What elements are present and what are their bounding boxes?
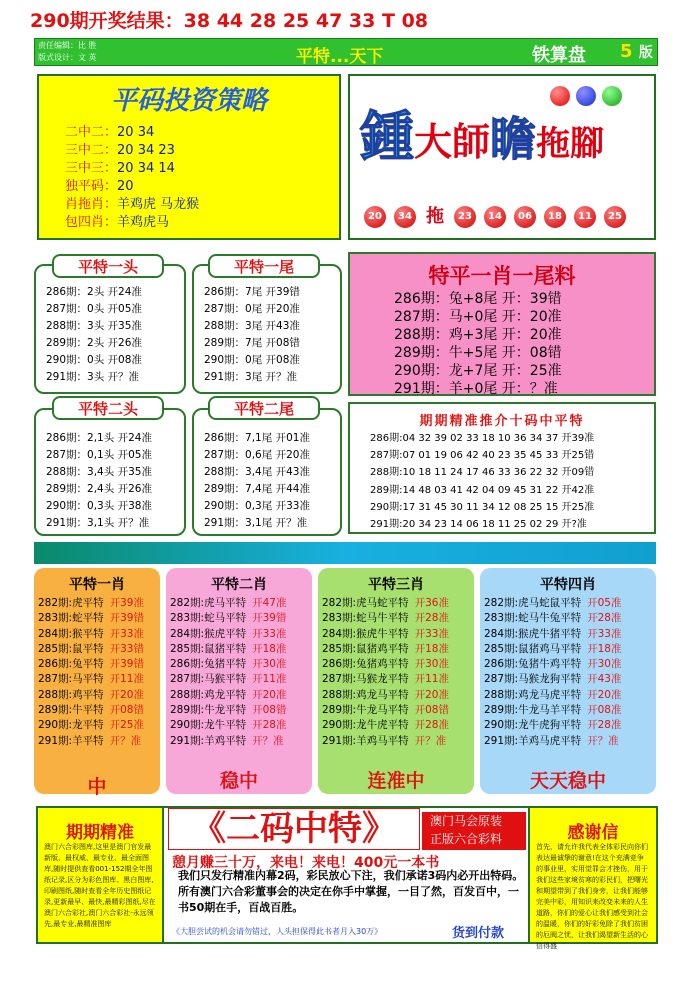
list-item	[170, 596, 286, 611]
period-label: 284期:猴平特	[38, 627, 104, 640]
list-item	[322, 642, 449, 657]
accurate-panel	[36, 806, 164, 944]
result-label: 开36准	[414, 597, 449, 609]
list-item: 288期：3头 开35准	[46, 320, 142, 332]
list-item	[484, 734, 621, 749]
period-label: 285期:鼠猪平特	[170, 642, 247, 655]
list-item	[322, 627, 449, 642]
period-label: 282期:虎马蛇平特	[322, 597, 409, 609]
result-label: 开30准	[414, 658, 449, 671]
result-label: 开28准	[587, 719, 622, 732]
result-label: 开？准	[109, 734, 142, 747]
chance-text: 《大胆尝试的机会请勿错过，人头担保得此书者月入30万》	[172, 927, 383, 936]
list-item	[322, 718, 449, 733]
list-item	[170, 611, 286, 626]
period-label: 287期:马猴龙狗平特	[484, 673, 582, 686]
list-item: 288期:10 18 11 24 17 46 33 36 22 32 开09错	[370, 467, 595, 479]
result-label: 开08准	[587, 704, 622, 717]
list-item: 289期：2,4头 开26准	[46, 483, 152, 495]
period-label: 291期:羊平特	[38, 734, 104, 747]
column-list	[38, 596, 144, 749]
thanks-title: 感谢信	[567, 823, 619, 843]
list-item: 290期：0头 开08准	[46, 354, 142, 366]
list-item: 286期：2,1头 开24准	[46, 432, 152, 444]
list-item: 286期：7尾 开39错	[204, 286, 300, 298]
earn-slogan: 憩月赚三十万，来电！来电！400元一本书	[172, 855, 440, 871]
macau-line-2: 正版六合彩料	[430, 832, 503, 846]
period-label: 288期:鸡龙马虎平特	[484, 688, 582, 701]
list-item: 289期：7尾 开08错	[204, 337, 300, 349]
strategy-title: 平码投资策略	[110, 86, 267, 116]
list-item: 291期：3,1头 开？准	[46, 517, 150, 529]
period-label: 289期:牛平特	[38, 704, 104, 717]
list-item: 287期：0尾 开20准	[204, 303, 300, 315]
pt-2tail-list	[204, 430, 310, 532]
column-title: 平特四肖	[540, 577, 596, 593]
list-item	[484, 596, 621, 611]
green-ball-decoration	[602, 86, 622, 106]
result-label: 开11准	[252, 673, 287, 686]
list-item	[322, 596, 449, 611]
period-label: 284期:猴虎牛猪平特	[484, 627, 582, 640]
pt-2head-list	[46, 430, 152, 532]
column-footer: 天天稳中	[529, 770, 606, 792]
zhong-title	[360, 94, 604, 171]
pt-tail-title: 平特一尾	[208, 254, 320, 278]
list-item: 287期：马+0尾 开：20准	[394, 309, 562, 325]
list-item	[484, 703, 621, 718]
period-label: 285期:鼠猪鸡平特	[322, 642, 409, 655]
period-label: 286期:兔平特	[38, 658, 104, 671]
period-label: 291期:羊鸡平特	[170, 734, 247, 747]
strategy-value: 羊鸡虎 马龙猴	[117, 197, 200, 212]
list-item	[170, 688, 286, 703]
top-result: 290期开奖结果：38 44 28 25 47 33 T 08	[30, 10, 429, 32]
version-number: 5	[620, 41, 633, 62]
list-item	[170, 642, 286, 657]
list-item: 290期：0,3头 开38准	[46, 500, 152, 512]
column-list	[484, 596, 621, 749]
list-item: 287期：0头 开05准	[46, 303, 142, 315]
number-ball: 11	[574, 206, 596, 228]
divider-band	[34, 542, 656, 564]
list-item	[170, 657, 286, 672]
strategy-row	[65, 214, 169, 232]
column-list	[170, 596, 286, 749]
list-item	[170, 718, 286, 733]
list-item: 291期：3尾 开？准	[204, 371, 298, 383]
column-title: 平特三肖	[368, 577, 424, 593]
editor-credit: 责任编辑：比 胜	[38, 41, 97, 50]
result-label: 开33准	[109, 627, 144, 640]
list-item	[38, 596, 144, 611]
strategy-row	[65, 196, 199, 214]
version-label	[620, 41, 653, 62]
pt-2tail-panel	[192, 408, 342, 536]
cod-label: 货到付款	[452, 926, 505, 941]
list-item	[322, 688, 449, 703]
strategy-value: 20 34	[117, 125, 155, 140]
pt-2tail-title: 平特二尾	[208, 396, 320, 420]
list-item: 290期：0尾 开08准	[204, 354, 300, 366]
special-zodiac-tail-title: 特平一肖一尾料	[428, 264, 576, 288]
result-label: 开28准	[414, 612, 449, 625]
period-label: 284期:猴虎平特	[170, 627, 247, 640]
column-footer: 中	[87, 776, 107, 798]
list-item: 288期：3尾 开43准	[204, 320, 300, 332]
list-item	[484, 642, 621, 657]
list-item	[484, 672, 621, 687]
list-item	[38, 703, 144, 718]
list-item: 289期：2头 开26准	[46, 337, 142, 349]
period-label: 288期:鸡龙平特	[170, 688, 247, 701]
period-label: 287期:马平特	[38, 673, 104, 686]
list-item	[38, 734, 144, 749]
result-label: 开39错	[109, 612, 144, 625]
list-item: 289期：7,4尾 开44准	[204, 483, 310, 495]
list-item: 287期：0,1头 开05准	[46, 449, 152, 461]
result-label: 开39准	[109, 597, 144, 609]
period-label: 283期:蛇平特	[38, 612, 104, 625]
strategy-row	[65, 160, 175, 178]
period-label: 288期:鸡平特	[38, 688, 104, 701]
strategy-row	[65, 124, 154, 142]
list-item	[38, 672, 144, 687]
strategy-key: 二中二：	[65, 125, 118, 140]
zhong-char: 瞻	[490, 112, 537, 166]
result-label: 开20准	[587, 688, 622, 701]
list-item	[170, 734, 286, 749]
period-label: 282期:虎马蛇鼠平特	[484, 597, 582, 609]
period-label: 286期:兔猪牛鸡平特	[484, 658, 582, 671]
list-item	[322, 734, 449, 749]
result-label: 开33准	[587, 627, 622, 640]
thanks-panel	[528, 806, 658, 950]
period-label: 289期:牛龙马羊平特	[484, 704, 582, 717]
list-item	[484, 657, 621, 672]
zhong-char: 鍾	[360, 105, 414, 168]
period-label: 290期:龙牛平特	[170, 719, 247, 732]
list-item: 290期：0,3尾 开33准	[204, 500, 310, 512]
period-label: 289期:牛龙平特	[170, 704, 247, 717]
credits	[38, 40, 97, 64]
pt-head-panel	[34, 264, 186, 394]
strategy-panel	[37, 74, 341, 240]
column-title: 平特一肖	[69, 577, 125, 593]
period-label: 287期:马猴平特	[170, 673, 247, 686]
pt-two-zodiac-column	[166, 568, 312, 794]
result-label: 开？准	[252, 734, 284, 747]
strategy-value: 20 34 23	[117, 143, 175, 158]
number-ball: 18	[544, 206, 566, 228]
list-item	[38, 611, 144, 626]
ten-codes-title: 期期精准推介十码中平特	[419, 414, 585, 429]
strategy-key: 三中二：	[65, 143, 118, 158]
column-list	[322, 596, 449, 749]
list-item: 286期：2头 开24准	[46, 286, 142, 298]
period-label: 288期:鸡龙马平特	[322, 688, 409, 701]
list-item: 291期：羊+0尾 开：？准	[394, 381, 558, 397]
special-zodiac-tail-list	[394, 290, 562, 398]
header-slogan: 平特...天下	[296, 47, 384, 67]
number-ball: 20	[364, 206, 386, 228]
result-label: 开11准	[414, 673, 449, 686]
list-item: 289期:14 48 03 41 42 04 09 45 31 22 开42准	[370, 484, 595, 496]
list-item: 291期:20 34 23 14 06 18 11 25 02 29 开?准	[370, 519, 587, 531]
period-label: 290期:龙牛虎狗平特	[484, 719, 582, 732]
result-label: 开08错	[109, 704, 144, 717]
strategy-key: 独平码：	[65, 179, 118, 194]
result-label: 开08错	[252, 704, 287, 717]
period-label: 291期:羊鸡马虎平特	[484, 734, 582, 747]
list-item	[170, 627, 286, 642]
list-item: 288期：鸡+3尾 开：20准	[394, 327, 562, 343]
period-label: 282期:虎平特	[38, 597, 104, 609]
pt-tail-panel	[192, 264, 342, 394]
period-label: 283期:蛇马平特	[170, 612, 247, 625]
zhong-char: 腳	[570, 124, 605, 164]
period-label: 283期:蛇马牛兔平特	[484, 612, 582, 625]
pt-tail-list	[204, 284, 300, 386]
result-label: 开33准	[252, 627, 287, 640]
result-label: 开25准	[109, 719, 144, 732]
list-item: 286期：兔+8尾 开：39错	[394, 291, 562, 307]
two-code-title: 《二码中特》	[168, 808, 420, 850]
list-item: 287期:07 01 19 06 42 40 23 35 45 33 开25错	[370, 450, 595, 462]
list-item: 290期：龙+7尾 开：25准	[394, 363, 562, 379]
result-label: 开08错	[414, 704, 449, 717]
accurate-text: 澳门六合彩图库,这里是澳门官发最新版、最权威、最专业、最全面图库,随时提供查看001-152期全年图纸记录,区分为彩色图库、黑白图库,印刷图纸,随时查看全年历史图纸记录,更新最早、最快,最精彩图纸,尽在澳门六合彩社,澳门六合彩社-永远领先,最专业,最精准图库	[44, 843, 156, 928]
list-item: 286期:04 32 39 02 33 18 10 36 34 37 开39准	[370, 433, 595, 444]
result-label: 开47准	[252, 597, 287, 609]
result-label: 开43准	[587, 673, 622, 686]
result-label: 开39错	[109, 658, 144, 671]
list-item	[38, 688, 144, 703]
period-label: 290期:龙牛虎平特	[322, 719, 409, 732]
period-label: 284期:猴虎牛平特	[322, 627, 409, 640]
period-label: 287期:马猴龙平特	[322, 673, 409, 686]
period-label: 283期:蛇马牛平特	[322, 612, 409, 625]
macau-line-1: 澳门马会原装	[430, 814, 503, 828]
list-item	[38, 657, 144, 672]
list-item: 286期：7,1尾 开01准	[204, 432, 310, 444]
pt-2head-title: 平特二头	[52, 396, 164, 420]
list-item	[322, 672, 449, 687]
number-ball: 23	[454, 206, 476, 228]
result-label: 开39错	[252, 612, 287, 625]
strategy-key: 包四肖：	[65, 215, 118, 230]
number-ball: 34	[394, 206, 416, 228]
result-label: 开20准	[109, 688, 144, 701]
strategy-key: 三中三：	[65, 161, 118, 176]
period-label: 285期:鼠猪鸡马平特	[484, 642, 582, 655]
accurate-title: 期期精准	[66, 823, 134, 843]
period-label: 282期:虎马平特	[170, 597, 247, 609]
strategy-value: 羊鸡虎马	[117, 215, 170, 230]
result-label: 开33错	[109, 642, 144, 655]
result-label: 开30准	[587, 658, 622, 671]
period-label: 286期:兔猪鸡平特	[322, 658, 409, 671]
strategy-row	[65, 142, 175, 160]
list-item: 291期：3,1尾 开？准	[204, 517, 308, 529]
result-label: 开05准	[587, 597, 622, 609]
column-footer: 连准中	[367, 770, 425, 792]
ten-codes-panel	[348, 402, 656, 534]
zhong-master-panel	[348, 74, 656, 240]
promise-text: 我们只发行精准内幕2码，彩民放心下注，我们承诺3码内必开出特码。所有澳门六合彩董事会的决定在你手中掌握，一目了然，百发百中，一书50期在手，百战百胜。	[178, 869, 524, 914]
pt-one-zodiac-column	[34, 568, 160, 798]
list-item	[322, 611, 449, 626]
result-label: 开28准	[587, 612, 622, 625]
version-suffix: 版	[638, 45, 653, 61]
period-label: 290期:龙平特	[38, 719, 104, 732]
number-ball: 06	[514, 206, 536, 228]
result-label: 开28准	[252, 719, 287, 732]
list-item	[484, 688, 621, 703]
ten-codes-list	[370, 430, 594, 533]
list-item	[484, 611, 621, 626]
result-label: 开30准	[252, 658, 287, 671]
result-label: 开？准	[587, 734, 619, 747]
column-title: 平特二肖	[211, 577, 267, 593]
designer-credit: 版式设计：文 英	[38, 53, 97, 62]
list-item	[170, 672, 286, 687]
pt-four-zodiac-column	[480, 568, 656, 794]
list-item	[38, 718, 144, 733]
period-label: 286期:兔猪平特	[170, 658, 247, 671]
pt-head-title: 平特一头	[52, 254, 164, 278]
list-item: 288期：3,4头 开35准	[46, 466, 152, 478]
pt-head-list	[46, 284, 142, 386]
number-ball: 25	[604, 206, 626, 228]
header-board-name: 铁算盘	[532, 45, 586, 66]
special-zodiac-tail-panel	[348, 252, 656, 396]
pt-2head-panel	[34, 408, 186, 536]
result-label: 开18准	[252, 642, 287, 655]
result-label: 开18准	[414, 642, 449, 655]
list-item	[38, 627, 144, 642]
zhong-char: 大	[414, 120, 453, 164]
list-item: 290期:17 31 45 30 11 34 12 08 25 15 开25准	[370, 501, 595, 513]
result-label: 开18准	[587, 642, 622, 655]
list-item: 288期：3,4尾 开43准	[204, 466, 310, 478]
column-footer: 稳中	[219, 770, 258, 792]
period-label: 285期:鼠平特	[38, 642, 104, 655]
result-label: 开28准	[414, 719, 449, 732]
macau-label	[422, 812, 526, 850]
list-item	[322, 657, 449, 672]
result-label: 开20准	[414, 688, 449, 701]
strategy-value: 20 34 14	[117, 161, 175, 176]
number-ball: 14	[484, 206, 506, 228]
list-item	[322, 703, 449, 718]
list-item: 287期：0,6尾 开20准	[204, 449, 310, 461]
result-label: 开？准	[414, 734, 447, 747]
zhong-char: 師	[452, 120, 491, 164]
list-item: 291期：3头 开？准	[46, 371, 140, 383]
list-item	[484, 627, 621, 642]
list-item	[484, 718, 621, 733]
result-label: 开20准	[252, 688, 287, 701]
list-item	[38, 642, 144, 657]
period-label: 291期:羊鸡马平特	[322, 734, 409, 747]
tuo-label: 拖	[426, 206, 444, 227]
strategy-row	[65, 178, 134, 196]
pt-three-zodiac-column	[318, 568, 474, 794]
list-item: 289期：牛+5尾 开：08错	[394, 345, 562, 361]
result-label: 开11准	[109, 673, 144, 686]
thanks-text: 首先，请允许我代表全体彩民向你们表达最诚挚的谢意!在这个充满竞争的事业里，实用觉罪会才挫伤，用于我们这些家境贫寒的彩民们，把曙光和期望带到了我们身旁，让我们能够完美中彩，用知识来改变未来的人生道路，你们的爱心让我们感受到社会的温暖，你们的好彩免除了我们贫困的厄阀之忧，让我们渴望新生活的心信得盛	[536, 843, 648, 950]
result-label: 开33准	[414, 627, 449, 640]
zhong-char: 拖	[536, 124, 571, 164]
strategy-key: 肖拖肖：	[65, 197, 118, 212]
period-label: 289期:牛龙马平特	[322, 704, 409, 717]
list-item	[170, 703, 286, 718]
strategy-value: 20	[117, 179, 134, 194]
